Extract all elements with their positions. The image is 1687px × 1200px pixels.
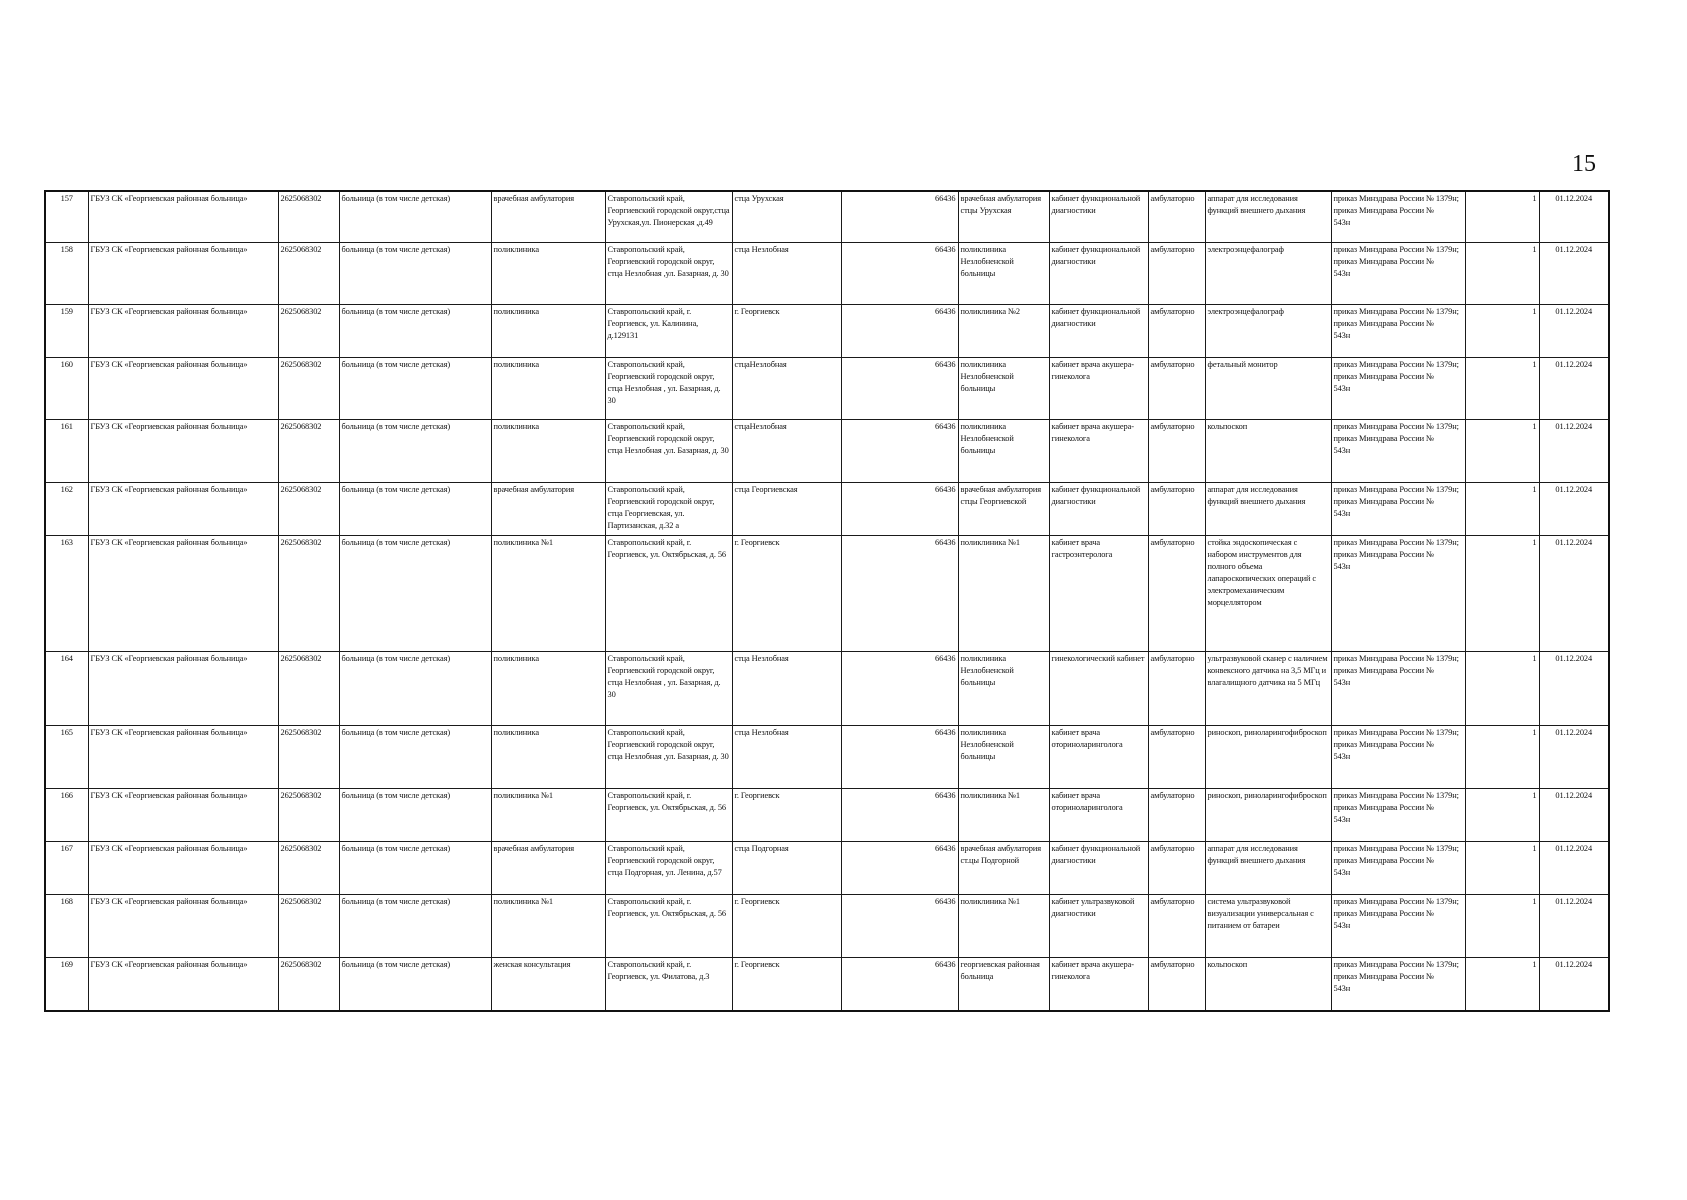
equipment-cell: стойка эндоскопическая с набором инструментов для полного объема лапароскопических операций с электромеханическим морцеллятором (1205, 535, 1331, 651)
locality-cell: г. Георгиевск (732, 894, 841, 957)
address-cell: Ставропольский край, Георгиевский городской округ, стца Подгорная, ул. Ленина, д.57 (605, 841, 732, 894)
code-cell: 66436 (841, 191, 958, 242)
unit-name-cell: поликлиника №1 (958, 788, 1049, 841)
order-reference-cell: приказ Минздрава России № 1379н; приказ Минздрава России № 543н (1331, 651, 1465, 725)
organization-name-cell: ГБУЗ СК «Георгиевская районная больница» (88, 357, 278, 419)
quantity-cell: 1 (1465, 957, 1539, 1011)
table-row (45, 191, 1609, 242)
table-row (45, 357, 1609, 419)
equipment-cell: фетальный монитор (1205, 357, 1331, 419)
code-cell: 66436 (841, 357, 958, 419)
locality-cell: стца Подгорная (732, 841, 841, 894)
row-number: 158 (45, 242, 88, 304)
inn-cell: 2625068302 (278, 957, 339, 1011)
care-mode-cell: амбулаторно (1148, 304, 1205, 357)
registry-body (45, 191, 1609, 1011)
cabinet-cell: кабинет функциональной диагностики (1049, 841, 1148, 894)
address-cell: Ставропольский край, Георгиевский городской округ, стца Георгиевская, ул. Партизанская, д.32 а (605, 482, 732, 535)
care-mode-cell: амбулаторно (1148, 725, 1205, 788)
unit-name-cell: поликлиника Незлобненской больницы (958, 357, 1049, 419)
cabinet-cell: кабинет функциональной диагностики (1049, 304, 1148, 357)
unit-type-cell: поликлиника (491, 242, 605, 304)
organization-type-cell: больница (в том числе детская) (339, 725, 491, 788)
locality-cell: стца Урухская (732, 191, 841, 242)
code-cell: 66436 (841, 894, 958, 957)
locality-cell: стцаНезлобная (732, 357, 841, 419)
equipment-cell: электроэнцефалограф (1205, 242, 1331, 304)
inn-cell: 2625068302 (278, 242, 339, 304)
equipment-cell: риноскоп, риноларингофиброскоп (1205, 788, 1331, 841)
quantity-cell: 1 (1465, 482, 1539, 535)
code-cell: 66436 (841, 482, 958, 535)
organization-name-cell: ГБУЗ СК «Георгиевская районная больница» (88, 304, 278, 357)
address-cell: Ставропольский край, г. Георгиевск, ул. Филатова, д.3 (605, 957, 732, 1011)
equipment-cell: электроэнцефалограф (1205, 304, 1331, 357)
unit-type-cell: поликлиника (491, 725, 605, 788)
table-row (45, 788, 1609, 841)
date-cell: 01.12.2024 (1539, 242, 1609, 304)
locality-cell: г. Георгиевск (732, 788, 841, 841)
unit-type-cell: поликлиника №1 (491, 535, 605, 651)
cabinet-cell: кабинет врача оториноларинголога (1049, 788, 1148, 841)
address-cell: Ставропольский край, Георгиевский городской округ, стца Незлобная ,ул. Базарная, д. 30 (605, 419, 732, 482)
order-reference-cell: приказ Минздрава России № 1379н; приказ Минздрава России № 543н (1331, 535, 1465, 651)
organization-name-cell: ГБУЗ СК «Георгиевская районная больница» (88, 482, 278, 535)
cabinet-cell: кабинет функциональной диагностики (1049, 482, 1148, 535)
unit-name-cell: георгиевская районная больница (958, 957, 1049, 1011)
date-cell: 01.12.2024 (1539, 651, 1609, 725)
locality-cell: г. Георгиевск (732, 304, 841, 357)
date-cell: 01.12.2024 (1539, 482, 1609, 535)
care-mode-cell: амбулаторно (1148, 957, 1205, 1011)
order-reference-cell: приказ Минздрава России № 1379н; приказ Минздрава России № 543н (1331, 725, 1465, 788)
unit-type-cell: врачебная амбулатория (491, 841, 605, 894)
table-row (45, 841, 1609, 894)
organization-type-cell: больница (в том числе детская) (339, 419, 491, 482)
organization-name-cell: ГБУЗ СК «Георгиевская районная больница» (88, 788, 278, 841)
quantity-cell: 1 (1465, 651, 1539, 725)
table-row (45, 651, 1609, 725)
inn-cell: 2625068302 (278, 535, 339, 651)
organization-name-cell: ГБУЗ СК «Георгиевская районная больница» (88, 242, 278, 304)
inn-cell: 2625068302 (278, 841, 339, 894)
equipment-cell: аппарат для исследования функций внешнего дыхания (1205, 191, 1331, 242)
inn-cell: 2625068302 (278, 419, 339, 482)
care-mode-cell: амбулаторно (1148, 651, 1205, 725)
unit-name-cell: поликлиника Незлобненской больницы (958, 419, 1049, 482)
table-row (45, 304, 1609, 357)
address-cell: Ставропольский край, г. Георгиевск, ул. Калинина, д.129131 (605, 304, 732, 357)
unit-name-cell: врачебная амбулатория стцы Георгиевской (958, 482, 1049, 535)
organization-type-cell: больница (в том числе детская) (339, 957, 491, 1011)
unit-type-cell: поликлиника (491, 304, 605, 357)
quantity-cell: 1 (1465, 788, 1539, 841)
table-row (45, 419, 1609, 482)
organization-type-cell: больница (в том числе детская) (339, 482, 491, 535)
date-cell: 01.12.2024 (1539, 841, 1609, 894)
order-reference-cell: приказ Минздрава России № 1379н; приказ Минздрава России № 543н (1331, 242, 1465, 304)
unit-type-cell: поликлиника (491, 357, 605, 419)
care-mode-cell: амбулаторно (1148, 894, 1205, 957)
quantity-cell: 1 (1465, 535, 1539, 651)
care-mode-cell: амбулаторно (1148, 482, 1205, 535)
locality-cell: г. Георгиевск (732, 957, 841, 1011)
unit-type-cell: поликлиника №1 (491, 894, 605, 957)
address-cell: Ставропольский край, г. Георгиевск, ул. Октябрьская, д. 56 (605, 788, 732, 841)
organization-type-cell: больница (в том числе детская) (339, 242, 491, 304)
table-row (45, 725, 1609, 788)
cabinet-cell: кабинет врача акушера-гинеколога (1049, 419, 1148, 482)
table-row (45, 894, 1609, 957)
address-cell: Ставропольский край, Георгиевский городской округ, стца Незлобная ,ул. Базарная, д. 30 (605, 725, 732, 788)
code-cell: 66436 (841, 957, 958, 1011)
unit-type-cell: поликлиника №1 (491, 788, 605, 841)
row-number: 160 (45, 357, 88, 419)
row-number: 167 (45, 841, 88, 894)
organization-name-cell: ГБУЗ СК «Георгиевская районная больница» (88, 957, 278, 1011)
organization-type-cell: больница (в том числе детская) (339, 191, 491, 242)
date-cell: 01.12.2024 (1539, 725, 1609, 788)
code-cell: 66436 (841, 242, 958, 304)
organization-name-cell: ГБУЗ СК «Георгиевская районная больница» (88, 191, 278, 242)
inn-cell: 2625068302 (278, 651, 339, 725)
row-number: 166 (45, 788, 88, 841)
quantity-cell: 1 (1465, 357, 1539, 419)
address-cell: Ставропольский край, Георгиевский городской округ, стца Незлобная , ул. Базарная, д. 30 (605, 651, 732, 725)
organization-type-cell: больница (в том числе детская) (339, 651, 491, 725)
locality-cell: г. Георгиевск (732, 535, 841, 651)
organization-type-cell: больница (в том числе детская) (339, 788, 491, 841)
cabinet-cell: гинекологический кабинет (1049, 651, 1148, 725)
unit-name-cell: поликлиника №2 (958, 304, 1049, 357)
organization-name-cell: ГБУЗ СК «Георгиевская районная больница» (88, 894, 278, 957)
code-cell: 66436 (841, 725, 958, 788)
cabinet-cell: кабинет врача акушера-гинеколога (1049, 957, 1148, 1011)
unit-type-cell: врачебная амбулатория (491, 191, 605, 242)
quantity-cell: 1 (1465, 191, 1539, 242)
unit-name-cell: врачебная амбулатория стцы Урухская (958, 191, 1049, 242)
order-reference-cell: приказ Минздрава России № 1379н; приказ Минздрава России № 543н (1331, 419, 1465, 482)
table-row (45, 242, 1609, 304)
locality-cell: стца Незлобная (732, 242, 841, 304)
organization-type-cell: больница (в том числе детская) (339, 304, 491, 357)
table-row (45, 535, 1609, 651)
quantity-cell: 1 (1465, 419, 1539, 482)
order-reference-cell: приказ Минздрава России № 1379н; приказ Минздрава России № 543н (1331, 357, 1465, 419)
equipment-cell: аппарат для исследования функций внешнего дыхания (1205, 482, 1331, 535)
unit-type-cell: поликлиника (491, 651, 605, 725)
locality-cell: стца Георгиевская (732, 482, 841, 535)
date-cell: 01.12.2024 (1539, 957, 1609, 1011)
code-cell: 66436 (841, 535, 958, 651)
care-mode-cell: амбулаторно (1148, 419, 1205, 482)
equipment-cell: ультразвуковой сканер с наличием конвексного датчика на 3,5 МГц и влагалищного датчика на 5 МГц (1205, 651, 1331, 725)
unit-name-cell: поликлиника Незлобненской больницы (958, 242, 1049, 304)
order-reference-cell: приказ Минздрава России № 1379н; приказ Минздрава России № 543н (1331, 482, 1465, 535)
table-row (45, 482, 1609, 535)
table-row (45, 957, 1609, 1011)
inn-cell: 2625068302 (278, 725, 339, 788)
inn-cell: 2625068302 (278, 357, 339, 419)
order-reference-cell: приказ Минздрава России № 1379н; приказ Минздрава России № 543н (1331, 841, 1465, 894)
care-mode-cell: амбулаторно (1148, 242, 1205, 304)
date-cell: 01.12.2024 (1539, 304, 1609, 357)
quantity-cell: 1 (1465, 242, 1539, 304)
date-cell: 01.12.2024 (1539, 191, 1609, 242)
organization-name-cell: ГБУЗ СК «Георгиевская районная больница» (88, 841, 278, 894)
cabinet-cell: кабинет функциональной диагностики (1049, 191, 1148, 242)
code-cell: 66436 (841, 419, 958, 482)
row-number: 159 (45, 304, 88, 357)
organization-type-cell: больница (в том числе детская) (339, 357, 491, 419)
organization-name-cell: ГБУЗ СК «Георгиевская районная больница» (88, 725, 278, 788)
unit-name-cell: врачебная амбулатория ст.цы Подгорной (958, 841, 1049, 894)
inn-cell: 2625068302 (278, 191, 339, 242)
care-mode-cell: амбулаторно (1148, 191, 1205, 242)
locality-cell: стца Незлобная (732, 651, 841, 725)
care-mode-cell: амбулаторно (1148, 535, 1205, 651)
date-cell: 01.12.2024 (1539, 788, 1609, 841)
organization-name-cell: ГБУЗ СК «Георгиевская районная больница» (88, 535, 278, 651)
code-cell: 66436 (841, 841, 958, 894)
row-number: 163 (45, 535, 88, 651)
cabinet-cell: кабинет врача оториноларинголога (1049, 725, 1148, 788)
date-cell: 01.12.2024 (1539, 894, 1609, 957)
date-cell: 01.12.2024 (1539, 535, 1609, 651)
unit-name-cell: поликлиника №1 (958, 894, 1049, 957)
unit-type-cell: женская консультация (491, 957, 605, 1011)
page-number: 15 (1572, 151, 1596, 177)
organization-name-cell: ГБУЗ СК «Георгиевская районная больница» (88, 651, 278, 725)
row-number: 161 (45, 419, 88, 482)
address-cell: Ставропольский край, г. Георгиевск, ул. Октябрьская, д. 56 (605, 535, 732, 651)
care-mode-cell: амбулаторно (1148, 357, 1205, 419)
order-reference-cell: приказ Минздрава России № 1379н; приказ Минздрава России № 543н (1331, 304, 1465, 357)
address-cell: Ставропольский край, Георгиевский городской округ, стца Незлобная , ул. Базарная, д. 30 (605, 357, 732, 419)
equipment-cell: риноскоп, риноларингофиброскоп (1205, 725, 1331, 788)
date-cell: 01.12.2024 (1539, 357, 1609, 419)
row-number: 164 (45, 651, 88, 725)
locality-cell: стца Незлобная (732, 725, 841, 788)
unit-type-cell: поликлиника (491, 419, 605, 482)
quantity-cell: 1 (1465, 894, 1539, 957)
equipment-cell: аппарат для исследования функций внешнего дыхания (1205, 841, 1331, 894)
code-cell: 66436 (841, 304, 958, 357)
organization-type-cell: больница (в том числе детская) (339, 841, 491, 894)
organization-type-cell: больница (в том числе детская) (339, 894, 491, 957)
unit-type-cell: врачебная амбулатория (491, 482, 605, 535)
care-mode-cell: амбулаторно (1148, 841, 1205, 894)
quantity-cell: 1 (1465, 725, 1539, 788)
equipment-cell: кольпоскоп (1205, 419, 1331, 482)
inn-cell: 2625068302 (278, 894, 339, 957)
row-number: 168 (45, 894, 88, 957)
address-cell: Ставропольский край, г. Георгиевск, ул. Октябрьская, д. 56 (605, 894, 732, 957)
row-number: 165 (45, 725, 88, 788)
row-number: 169 (45, 957, 88, 1011)
inn-cell: 2625068302 (278, 788, 339, 841)
cabinet-cell: кабинет врача гастроэнтеролога (1049, 535, 1148, 651)
care-mode-cell: амбулаторно (1148, 788, 1205, 841)
inn-cell: 2625068302 (278, 482, 339, 535)
organization-name-cell: ГБУЗ СК «Георгиевская районная больница» (88, 419, 278, 482)
locality-cell: стцаНезлобная (732, 419, 841, 482)
cabinet-cell: кабинет функциональной диагностики (1049, 242, 1148, 304)
row-number: 157 (45, 191, 88, 242)
equipment-cell: система ультразвуковой визуализации универсальная с питанием от батареи (1205, 894, 1331, 957)
quantity-cell: 1 (1465, 841, 1539, 894)
order-reference-cell: приказ Минздрава России № 1379н; приказ Минздрава России № 543н (1331, 788, 1465, 841)
code-cell: 66436 (841, 788, 958, 841)
code-cell: 66436 (841, 651, 958, 725)
cabinet-cell: кабинет ультразвуковой диагностики (1049, 894, 1148, 957)
organization-type-cell: больница (в том числе детская) (339, 535, 491, 651)
cabinet-cell: кабинет врача акушера-гинеколога (1049, 357, 1148, 419)
date-cell: 01.12.2024 (1539, 419, 1609, 482)
unit-name-cell: поликлиника Незлобненской больницы (958, 725, 1049, 788)
order-reference-cell: приказ Минздрава России № 1379н; приказ Минздрава России № 543н (1331, 894, 1465, 957)
order-reference-cell: приказ Минздрава России № 1379н; приказ Минздрава России № 543н (1331, 191, 1465, 242)
quantity-cell: 1 (1465, 304, 1539, 357)
equipment-cell: кольпоскоп (1205, 957, 1331, 1011)
order-reference-cell: приказ Минздрава России № 1379н; приказ Минздрава России № 543н (1331, 957, 1465, 1011)
inn-cell: 2625068302 (278, 304, 339, 357)
unit-name-cell: поликлиника Незлобненской больницы (958, 651, 1049, 725)
address-cell: Ставропольский край, Георгиевский городской округ,стца Урухская,ул. Пионерская ,д.49 (605, 191, 732, 242)
unit-name-cell: поликлиника №1 (958, 535, 1049, 651)
address-cell: Ставропольский край, Георгиевский городской округ, стца Незлобная ,ул. Базарная, д. 30 (605, 242, 732, 304)
equipment-registry-table (44, 190, 1610, 1012)
row-number: 162 (45, 482, 88, 535)
